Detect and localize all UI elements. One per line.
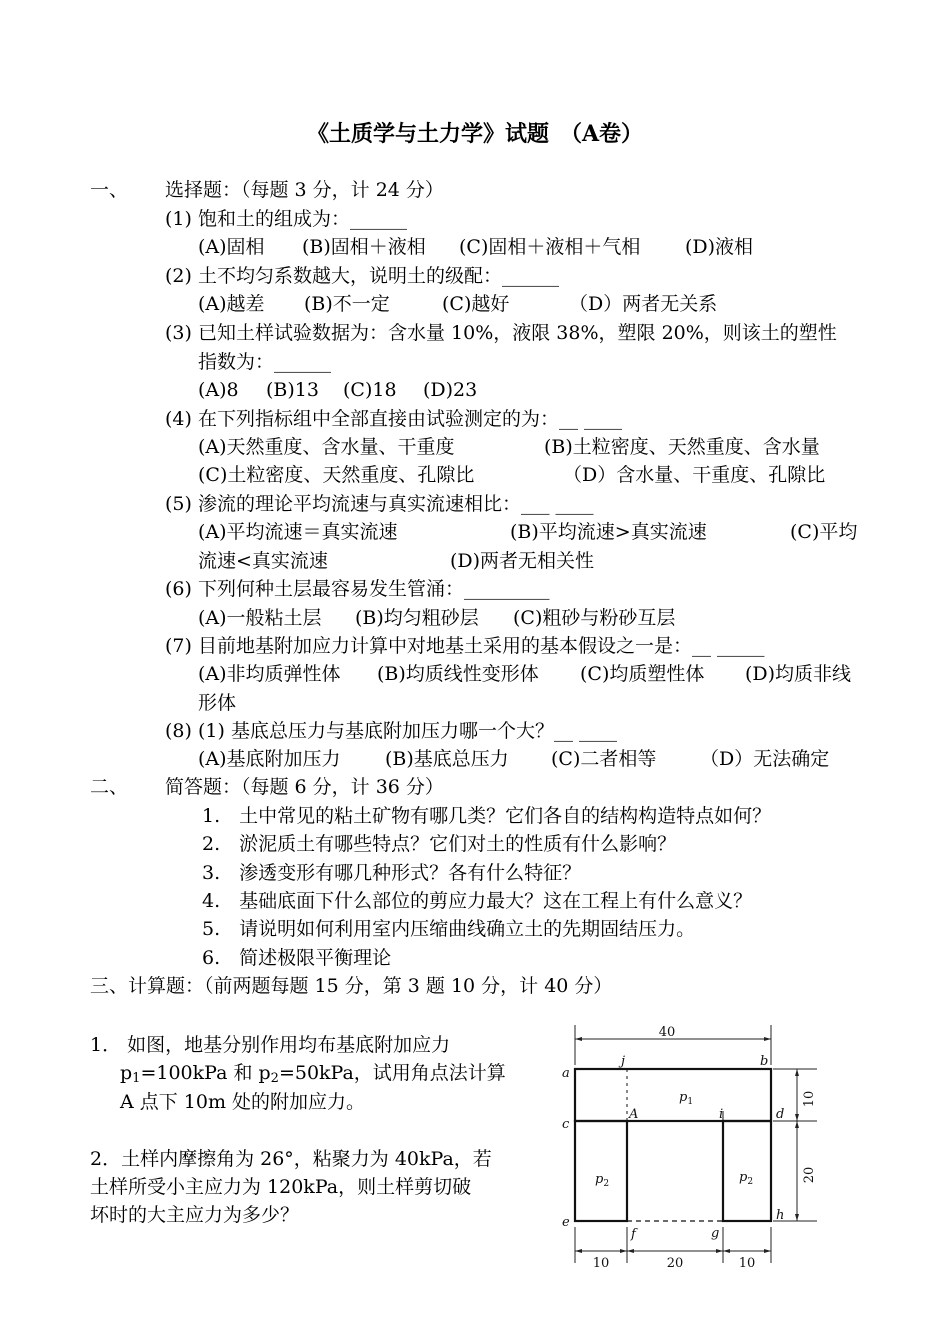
- option: （D）无法确定: [700, 748, 830, 770]
- option: (B)基底总压力: [385, 748, 509, 770]
- option: (B)不一定: [304, 293, 390, 315]
- point-label: g: [711, 1226, 720, 1241]
- question-text: 已知土样试验数据为：含水量 10%，液限 38%，塑限 20%，则该土的塑性: [198, 322, 837, 344]
- point-label: f: [631, 1227, 636, 1242]
- option: (C)土粒密度、天然重度、孔隙比: [198, 464, 475, 486]
- list-item: 5. 请说明如何利用室内压缩曲线确立土的先期固结压力。: [202, 918, 696, 940]
- question-text: 饱和土的组成为：______: [198, 208, 408, 230]
- option: (A)固相: [198, 236, 265, 258]
- foundation-diagram: [555, 1015, 835, 1275]
- option: (A)平均流速＝真实流速: [198, 521, 398, 543]
- point-label: A: [629, 1107, 639, 1122]
- point-label: e: [562, 1215, 570, 1230]
- question-number: (4): [165, 408, 192, 430]
- question-text: 在下列指标组中全部直接由试验测定的为：__ ____: [198, 408, 623, 430]
- option: (D)23: [423, 379, 478, 401]
- list-item: 1. 土中常见的粘土矿物有哪几类？它们各自的结构构造特点如何？: [202, 805, 772, 827]
- question-text: 渗流的理论平均流速与真实流速相比：___ ____: [198, 493, 594, 515]
- option: (A)非均质弹性体: [198, 663, 341, 685]
- option: (D)均质非线: [745, 663, 852, 685]
- option: (C)越好: [442, 293, 510, 315]
- question-text: (1) 基底总压力与基底附加压力哪一个大？__ ____: [198, 720, 617, 742]
- question-text: 目前地基附加应力计算中对地基土采用的基本假设之一是：__ _____: [198, 635, 765, 657]
- point-label: c: [562, 1117, 570, 1132]
- point-label: d: [776, 1107, 785, 1122]
- list-item: 2. 淤泥质土有哪些特点？它们对土的性质有什么影响？: [202, 833, 677, 855]
- dim-bottom-label: 10: [738, 1256, 756, 1271]
- point-label: b: [760, 1054, 769, 1069]
- calc-question-2-line3: 坏时的大主应力为多少？: [90, 1204, 300, 1226]
- option: (C)二者相等: [551, 748, 657, 770]
- option: (B)均质线性变形体: [377, 663, 539, 685]
- list-item: 6. 简述极限平衡理论: [202, 947, 392, 969]
- question-text: 下列何种土层最容易发生管涌：_________: [198, 578, 550, 600]
- question-number: (5): [165, 493, 192, 515]
- dim-right-bottom-label: 20: [802, 1166, 817, 1184]
- section1-number: 一、: [90, 179, 129, 201]
- calc-question-2-line1: 2．土样内摩擦角为 26°，粘聚力为 40kPa，若: [90, 1148, 492, 1170]
- option: （D）两者无关系: [569, 293, 718, 315]
- point-label: i: [719, 1107, 724, 1122]
- option: (C)平均: [790, 521, 858, 543]
- question-number: (2): [165, 265, 192, 287]
- question-number: (8): [165, 720, 192, 742]
- dim-top-label: 40: [658, 1025, 676, 1040]
- region-label-p2: $p_2$: [739, 1170, 754, 1187]
- option: (A)越差: [198, 293, 265, 315]
- option: (B)固相＋液相: [302, 236, 426, 258]
- option: (A)天然重度、含水量、干重度: [198, 436, 455, 458]
- question-number: (7): [165, 635, 192, 657]
- option: (B)平均流速>真实流速: [510, 521, 707, 543]
- option: (A)8: [198, 379, 239, 401]
- region-label-p1: $p_1$: [679, 1090, 694, 1107]
- section2-heading: 简答题：（每题 6 分，计 36 分）: [165, 776, 444, 798]
- option: (C)粗砂与粉砂互层: [513, 607, 676, 629]
- dim-bottom-label: 10: [592, 1256, 610, 1271]
- option: （D）含水量、干重度、孔隙比: [563, 464, 826, 486]
- option: (B)均匀粗砂层: [355, 607, 479, 629]
- option: (B)13: [266, 379, 319, 401]
- option: (B)土粒密度、天然重度、含水量: [544, 436, 820, 458]
- option: (D)液相: [685, 236, 754, 258]
- question-text: 土不均匀系数越大，说明土的级配：______: [198, 265, 560, 287]
- dim-right-top-label: 10: [802, 1090, 817, 1108]
- list-item: 4. 基础底面下什么部位的剪应力最大？这在工程上有什么意义？: [202, 890, 753, 912]
- calc-question-1-line1: 1． 如图，地基分别作用均布基底附加应力: [90, 1034, 451, 1056]
- option-continued: 流速<真实流速: [198, 550, 328, 572]
- region-label-p2: $p_2$: [595, 1172, 610, 1189]
- question-number: (1): [165, 208, 192, 230]
- point-label: j: [621, 1054, 626, 1069]
- page-title: 《土质学与土力学》试题 （A卷）: [306, 121, 644, 147]
- option: (D)两者无相关性: [450, 550, 595, 572]
- calc-question-2-line2: 土样所受小主应力为 120kPa，则土样剪切破: [90, 1176, 472, 1198]
- option: (C)均质塑性体: [580, 663, 705, 685]
- dim-bottom-label: 20: [666, 1256, 684, 1271]
- question-number: (6): [165, 578, 192, 600]
- option: (A)基底附加压力: [198, 748, 341, 770]
- option: (C)固相＋液相＋气相: [459, 236, 641, 258]
- question-text-continued: 指数为：______: [198, 351, 332, 373]
- question-number: (3): [165, 322, 192, 344]
- calc-question-1-line3: A 点下 10m 处的附加应力。: [120, 1091, 366, 1113]
- section2-number: 二、: [90, 776, 129, 798]
- option-continued: 形体: [198, 692, 237, 714]
- list-item: 3. 渗透变形有哪几种形式？各有什么特征？: [202, 862, 582, 884]
- section1-heading: 选择题：（每题 3 分，计 24 分）: [165, 179, 444, 201]
- point-label: h: [776, 1208, 785, 1223]
- calc-question-1-line2: $p_1=100kPa$ 和 $p_2=50kPa$，试用角点法计算: [120, 1062, 506, 1086]
- section3-heading: 三、计算题：（前两题每题 15 分，第 3 题 10 分，计 40 分）: [90, 975, 613, 997]
- option: (A)一般粘土层: [198, 607, 322, 629]
- point-label: a: [562, 1066, 570, 1081]
- option: (C)18: [343, 379, 397, 401]
